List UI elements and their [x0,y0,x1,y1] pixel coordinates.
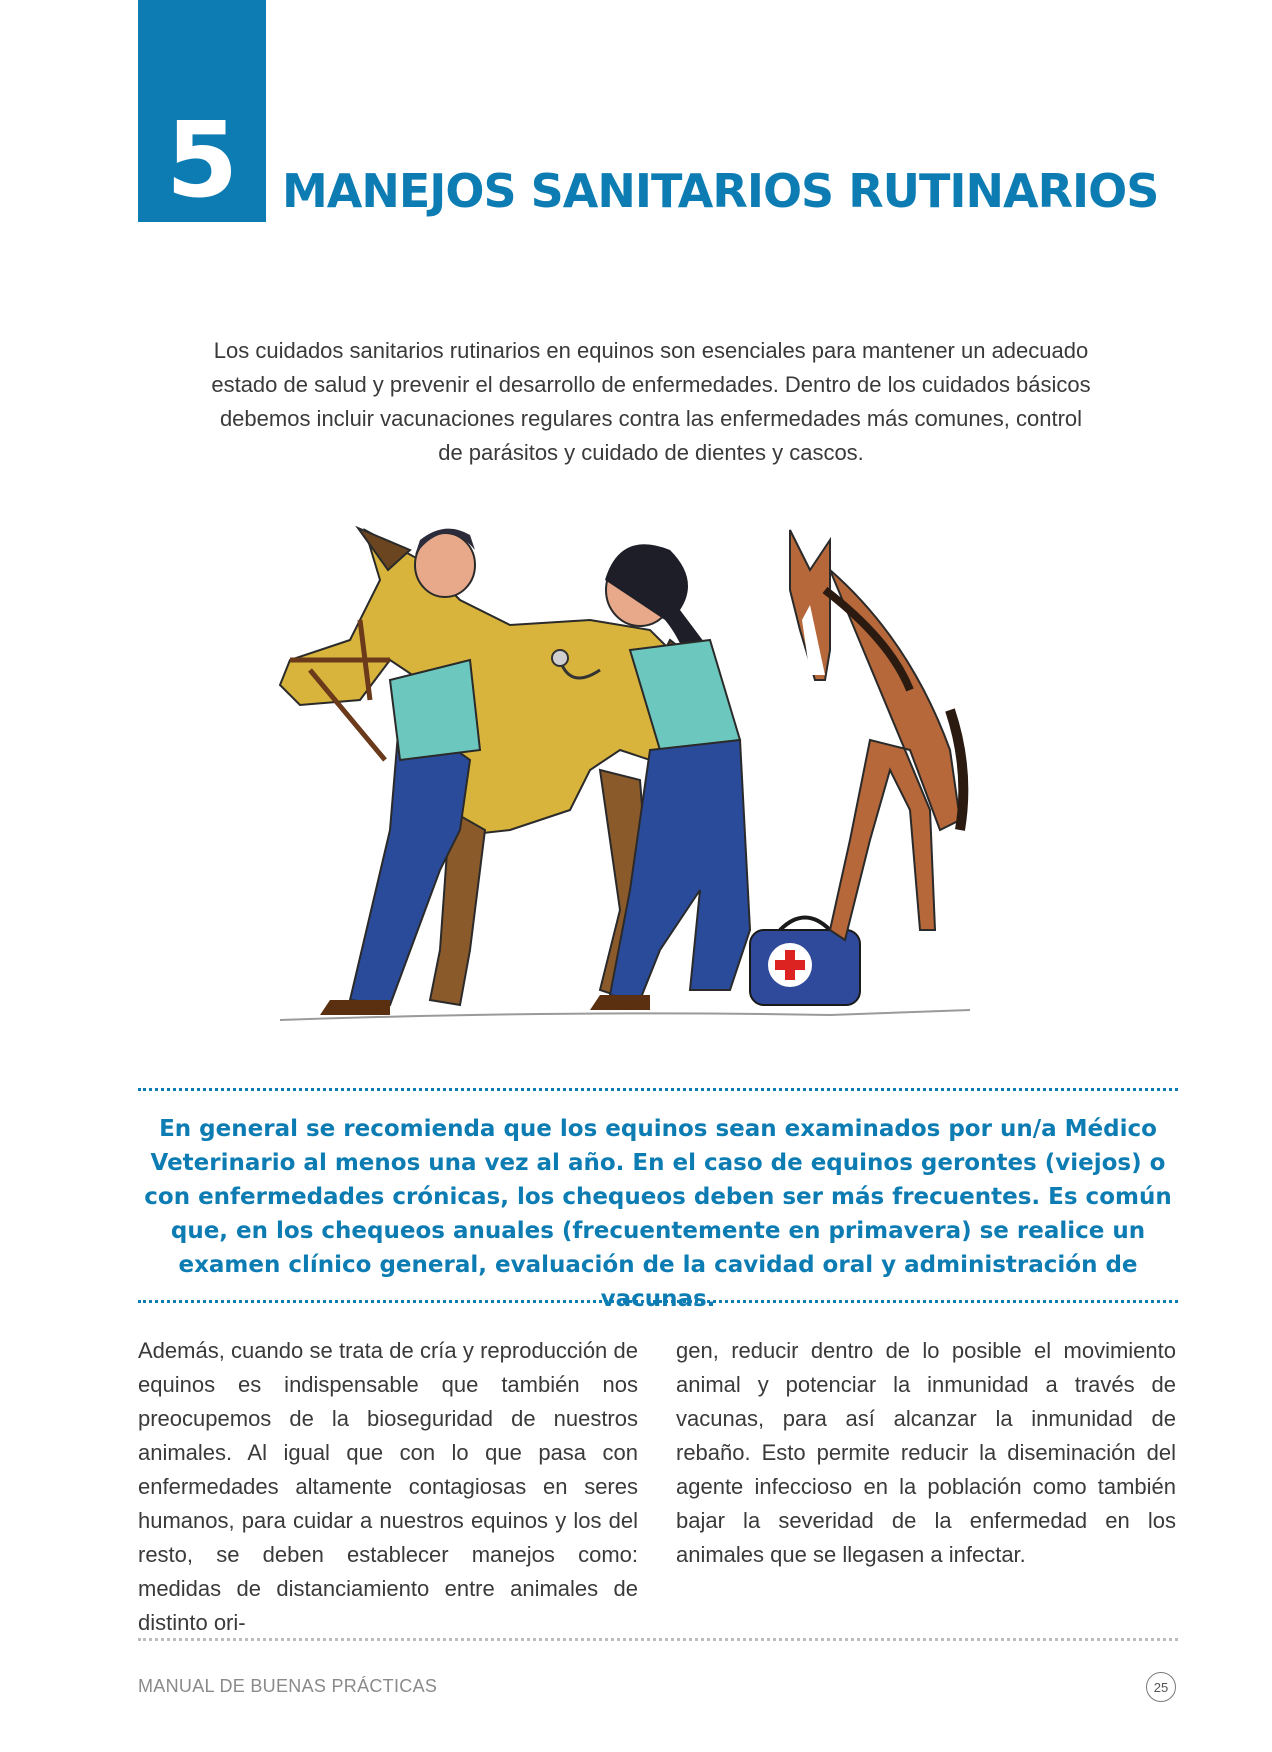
intro-paragraph: Los cuidados sanitarios rutinarios en equinos son esenciales para mantener un adecuado estado de salud y prevenir el desarrollo de enfermedades. Dentro de los cuidados básicos debemos incluir vacunaciones regulares contra las enfermedades más comunes, control de parásitos y cuidado de dientes y cascos. [211,338,1091,465]
chapter-title: MANEJOS SANITARIOS RUTINARIOS [282,164,1159,218]
footer-manual-title: MANUAL DE BUENAS PRÁCTICAS [138,1676,438,1696]
body-column-left: Además, cuando se trata de cría y reproducción de equinos es indispensable que también nos preocupemos de la bioseguridad de nuestros animales. Al igual que con lo que pasa con enfermedades altamente contagiosas en seres humanos, para cuidar a nuestros equinos y los del resto, se deben establecer manejos como: medidas de distanciamiento entre animales de distinto ori- [138,1338,638,1635]
veterinary-illustration [270,510,1080,1050]
page-number: 25 [1146,1672,1176,1702]
brown-horse [790,530,963,940]
body-column-right: gen, reducir dentro de lo posible el movimiento animal y potenciar la inmunidad a través de vacunas, para así alcanzar la inmunidad de rebaño. Esto permite reducir la diseminación del agente infeccioso en la población como también bajar la severidad de la enfermedad en los animales que se llegasen a infectar. [676,1338,1176,1567]
footer-divider [138,1638,1178,1641]
callout-paragraph: En general se recomienda que los equinos sean examinados por un/a Médico Veterinario al menos una vez al año. En el caso de equinos gerontes (viejos) o con enfermedades crónicas, los chequeos deben ser más frecuentes. Es común que, en los chequeos anuales (frecuentemente en primavera) se realice un examen clínico general, evaluación de la cavidad oral y administración de vacunas. [144,1116,1172,1312]
callout-bottom-divider [138,1300,1178,1303]
chapter-number-box [138,0,266,222]
chapter-number: 5 [165,99,239,221]
callout-top-divider [138,1088,1178,1091]
